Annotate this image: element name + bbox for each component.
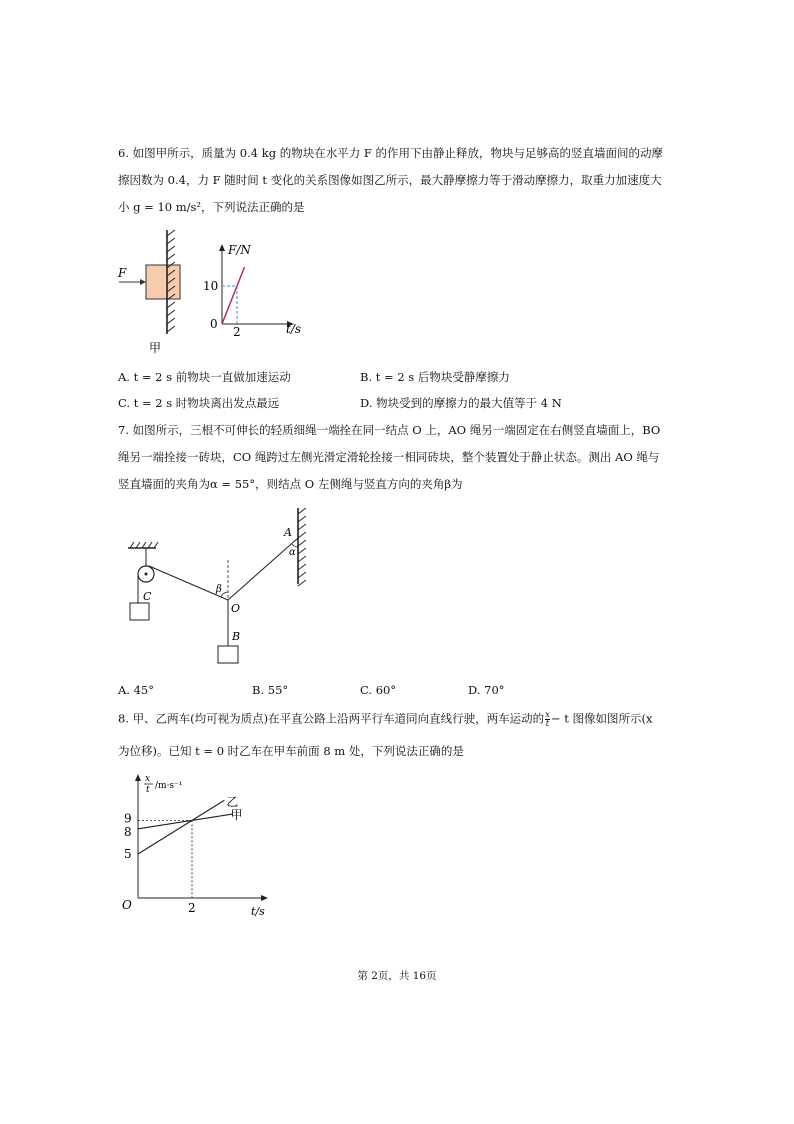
q8-line1-pre: 8. 甲、乙两车(均可视为质点)在平直公路上沿两平行车道同向直线行驶，两车运动的 [118, 711, 545, 726]
y-label-unit: /m·s⁻¹ [155, 781, 183, 791]
label-a: A [284, 526, 292, 539]
q6-chart [200, 240, 310, 360]
force-label: F [118, 266, 127, 280]
y-tick-5: 5 [124, 847, 132, 861]
q6-option-a: A. t = 2 s 前物块一直做加速运动 [118, 370, 291, 384]
x-tick-2: 2 [233, 325, 241, 339]
series-label-yi: 乙 [226, 795, 239, 810]
q6-figure-jia [115, 228, 195, 360]
q6-option-b: B. t = 2 s 后物块受静摩擦力 [360, 370, 510, 384]
q7-line3: 竖直墙面的夹角为α = 55°，则结点 O 左侧绳与竖直方向的夹角β为 [118, 477, 463, 491]
q7-figure [118, 500, 318, 670]
beta-arc [221, 592, 228, 597]
q6-option-d: D. 物块受到的摩擦力的最大值等于 4 N [360, 396, 562, 410]
q8-line1-post: − t 图像如图所示(x [550, 711, 653, 726]
x-axis-arrow [261, 895, 268, 901]
label-alpha: α [289, 547, 296, 558]
q7-option-c: C. 60° [360, 683, 397, 697]
rope-ao [228, 538, 298, 600]
label-beta: β [216, 584, 222, 595]
q7-line1: 7. 如图所示，三根不可伸长的轻质细绳一端拴在同一结点 O 上，AO 绳另一端固定在右侧竖直墙面上，BO [118, 423, 661, 437]
q6-option-c: C. t = 2 s 时物块离出发点最远 [118, 396, 280, 410]
q6-line3: 小 g = 10 m/s²，下列说法正确的是 [118, 200, 305, 214]
pulley-axle [145, 573, 148, 576]
y-label-den: t [146, 785, 150, 795]
q8-line1 [118, 711, 652, 728]
series-label-jia: 甲 [230, 808, 243, 823]
y-axis-arrow [135, 774, 141, 781]
ceiling-hatch [130, 542, 158, 548]
q7-option-b: B. 55° [252, 683, 289, 697]
y-tick-8: 8 [124, 824, 132, 839]
q8-chart [118, 770, 278, 920]
y-axis-arrow [219, 244, 225, 251]
brick-b [218, 646, 238, 663]
page-footer: 第 2页，共 16页 [357, 970, 437, 982]
wall-hatch [298, 508, 306, 586]
q8-frac-num: x [545, 710, 550, 720]
q7-option-d: D. 70° [468, 683, 505, 697]
label-o: O [231, 602, 241, 615]
q8-line2: 为位移)。已知 t = 0 时乙车在甲车前面 8 m 处，下列说法正确的是 [118, 744, 464, 758]
series-line-F [222, 267, 245, 324]
y-axis-label: F/N [228, 243, 251, 257]
q6-line1: 6. 如图甲所示，质量为 0.4 kg 的物块在水平力 F 的作用下由静止释放，物块与足够高的竖直墙面间的动摩 [118, 146, 663, 160]
label-b: B [232, 630, 241, 643]
force-arrow-head [140, 279, 146, 285]
q8-frac-den: t [545, 719, 550, 729]
brick-c [130, 603, 149, 620]
origin-label: 0 [210, 317, 218, 331]
q7-option-a: A. 45° [118, 683, 154, 697]
series-line-jia [138, 814, 233, 829]
caption-jia: 甲 [149, 341, 162, 355]
x-tick-2: 2 [188, 901, 196, 915]
x-axis-label: t/s [286, 322, 302, 336]
q7-line2: 绳另一端拴接一砖块，CO 绳跨过左侧光滑定滑轮拴接一相同砖块，整个装置处于静止状态。测出 AO 绳与 [118, 450, 660, 464]
q6-line2: 擦因数为 0.4，力 F 随时间 t 变化的关系图像如图乙所示，最大静摩擦力等于滑动摩擦力，取重力加速度大 [118, 173, 662, 187]
origin-label: O [122, 898, 132, 912]
y-tick-10: 10 [203, 279, 219, 293]
y-tick-9: 9 [124, 811, 132, 826]
x-axis-label: t/s [251, 905, 265, 918]
y-label-num: x [145, 774, 151, 784]
label-c: C [143, 590, 152, 603]
q8-fraction [545, 711, 550, 728]
